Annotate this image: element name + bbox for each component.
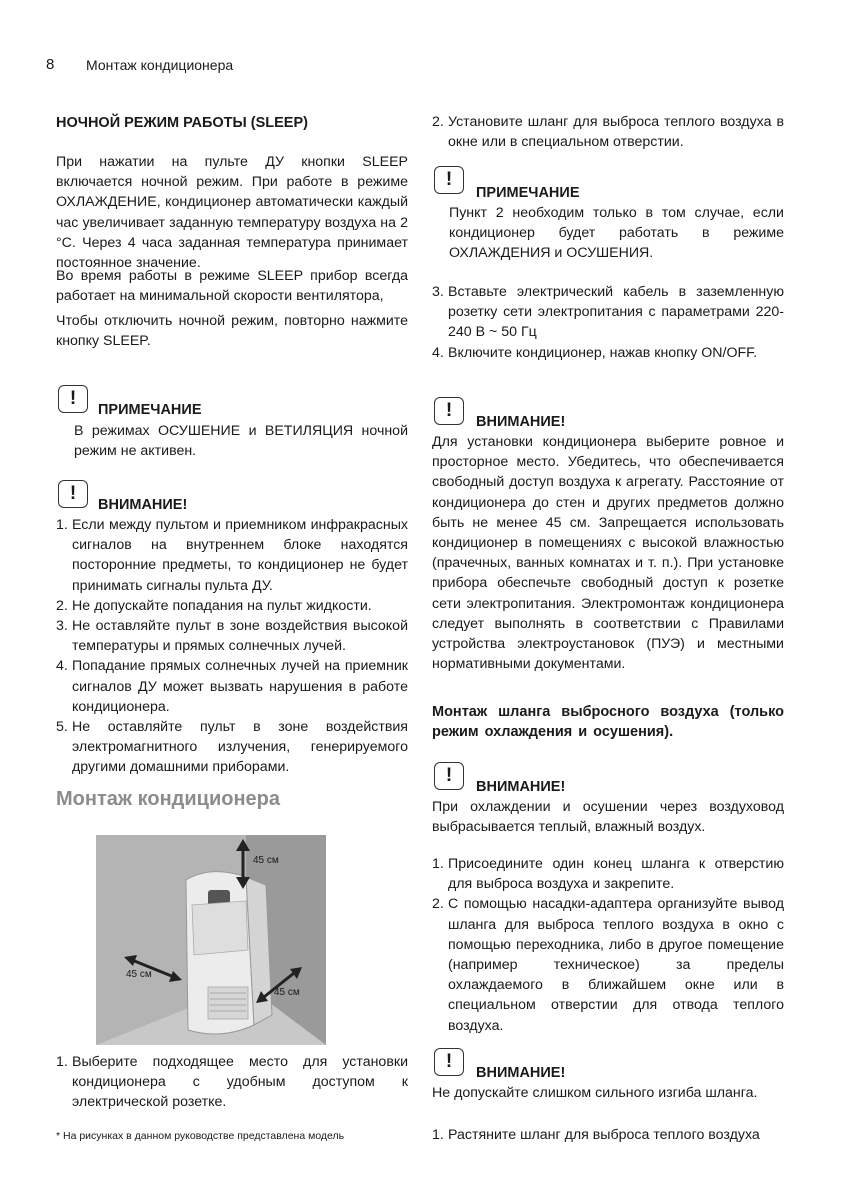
item-number: 1. — [432, 856, 444, 872]
note-title: ПРИМЕЧАНИЕ — [476, 185, 580, 201]
page-number: 8 — [46, 56, 55, 73]
warning-text: При охлаждении и осушении через воздуховод выбрасывается теплый, влажный воздух. — [432, 799, 784, 836]
list-item — [432, 854, 784, 894]
item-number: 4. — [56, 658, 68, 675]
note-text: В режимах ОСУШЕНИЕ и ВЕТИЛЯЦИЯ ночной режим не активен. — [74, 423, 408, 460]
sleep-paragraph-2: Во время работы в режиме SLEEP прибор всегда работает на минимальной скорости вентилятора, — [56, 268, 408, 305]
sleep-paragraph-3: Чтобы отключить ночной режим, повторно нажмите кнопку SLEEP. — [56, 313, 408, 350]
note-title: ПРИМЕЧАНИЕ — [98, 402, 202, 418]
list-item — [56, 515, 408, 596]
section-title: Монтаж кондиционера — [56, 788, 280, 810]
item-text: Не оставляйте пульт в зоне воздействия электромагнитного излучения, генерируемого другими домашними приборами. — [72, 719, 408, 776]
warning-list — [56, 515, 408, 778]
item-number: 5. — [56, 719, 68, 736]
list-item — [56, 616, 408, 656]
list-item — [56, 1052, 408, 1113]
item-number: 1. — [56, 517, 68, 533]
item-number: 4. — [432, 344, 444, 361]
list-item — [432, 112, 784, 152]
clearance-label-top: 45 см — [253, 855, 279, 866]
item-text: Не допускайте попадания на пульт жидкости. — [72, 597, 372, 614]
item-number: 2. — [56, 597, 68, 614]
item-number: 3. — [56, 618, 68, 635]
item-text: Установите шланг для выброса теплого воздуха в окне или в специальном отверстии. — [448, 114, 784, 151]
step-list — [432, 282, 784, 363]
note-text: Пункт 2 необходим только в том случае, если кондиционер будет работать в режиме ОХЛАЖДЕНИЯ и ОСУШЕНИЯ. — [449, 205, 784, 262]
item-text: С помощью насадки-адаптера организуйте вывод шланга для выброса теплого воздуха в окно с помощью переходника, либо в другое помещение (например техническое) за пределы охлаждаемого в ближайшем окне или в специальном отверстии для отвода теплого воздуха. — [448, 896, 784, 1034]
clearance-label-left: 45 см — [126, 969, 152, 980]
footnote: * На рисунках в данном руководстве представлена модель — [56, 1130, 345, 1142]
item-text: Не оставляйте пульт в зоне воздействия высокой температуры и прямых солнечных лучей. — [72, 618, 408, 655]
exclamation-icon: ! — [58, 385, 88, 413]
hose-section-title: Монтаж шланга выбросного воздуха (только режим охлаждения и осушения). — [432, 704, 784, 740]
list-item — [432, 282, 784, 343]
item-text: Присоедините один конец шланга к отверстию для выброса воздуха и закрепите. — [448, 856, 784, 893]
clearance-label-right: 45 см — [274, 987, 300, 998]
step-list — [432, 112, 784, 152]
item-number: 3. — [432, 284, 444, 300]
item-text: Растяните шланг для выброса теплого воздуха — [448, 1127, 760, 1143]
item-text: Попадание прямых солнечных лучей на приемник сигналов ДУ может вызвать нарушения в работе кондиционера. — [72, 658, 408, 715]
item-text: Если между пультом и приемником инфракрасных сигналов на внутреннем блоке находятся посторонние предметы, то кондиционер не будет принимать сигналы пульта ДУ. — [72, 517, 408, 594]
step-list — [56, 1052, 408, 1113]
item-text: Выберите подходящее место для установки кондиционера с удобным доступом к электрической розетке. — [72, 1054, 408, 1111]
warning-text: Для установки кондиционера выберите ровное и просторное место. Убедитесь, что обеспечивается свободный доступ воздуха к агрегату. Расстояние от кондиционера до стен и других предметов должно быть не менее 45 см. Запрещается использовать кондиционер в помещениях с высокой влажностью (прачечных, ванных комнатах и т. п.). При установке прибора обеспечьте свободный доступ к розетке сети электропитания. Электромонтаж кондиционера следует выполнять в соответствии с Правилами устройства электроустановок (ПУЭ) и местными нормативными документами. — [432, 434, 784, 673]
item-text: Вставьте электрический кабель в заземленную розетку сети электропитания с параметрами 220-240 В ~ 50 Гц — [448, 284, 784, 341]
list-item — [56, 596, 408, 616]
step-list — [432, 1125, 784, 1145]
warning-title: ВНИМАНИЕ! — [476, 414, 566, 430]
item-text: Включите кондиционер, нажав кнопку ON/OFF. — [448, 344, 758, 361]
exclamation-icon: ! — [434, 762, 464, 790]
warning-text: Не допускайте слишком сильного изгиба шланга. — [432, 1085, 758, 1101]
running-header: Монтаж кондиционера — [86, 57, 234, 73]
sleep-mode-title: НОЧНОЙ РЕЖИМ РАБОТЫ (SLEEP) — [56, 115, 308, 131]
exclamation-icon: ! — [434, 166, 464, 194]
warning-title: ВНИМАНИЕ! — [476, 1065, 566, 1081]
list-item — [56, 656, 408, 717]
sleep-paragraph-1: При нажатии на пульте ДУ кнопки SLEEP включается ночной режим. При работе в режиме ОХЛАЖДЕНИЕ, кондиционер автоматически каждый час увеличивает заданную температуру воздуха на 2 °С. Через 4 часа заданная температура принимает постоянное значение. — [56, 154, 408, 272]
item-number: 2. — [432, 896, 444, 913]
list-item — [432, 894, 784, 1035]
item-number: 1. — [432, 1127, 444, 1143]
item-number: 2. — [432, 114, 444, 130]
exclamation-icon: ! — [58, 480, 88, 508]
air-conditioner-photo — [96, 835, 326, 1045]
warning-title: ВНИМАНИЕ! — [476, 779, 566, 795]
item-number: 1. — [56, 1054, 68, 1070]
exclamation-icon: ! — [434, 1048, 464, 1076]
exclamation-icon: ! — [434, 397, 464, 425]
air-conditioner-illustration — [96, 835, 326, 1045]
list-item — [56, 717, 408, 778]
step-list — [432, 854, 784, 1036]
warning-title: ВНИМАНИЕ! — [98, 497, 188, 513]
list-item — [432, 343, 784, 363]
list-item — [432, 1125, 784, 1145]
